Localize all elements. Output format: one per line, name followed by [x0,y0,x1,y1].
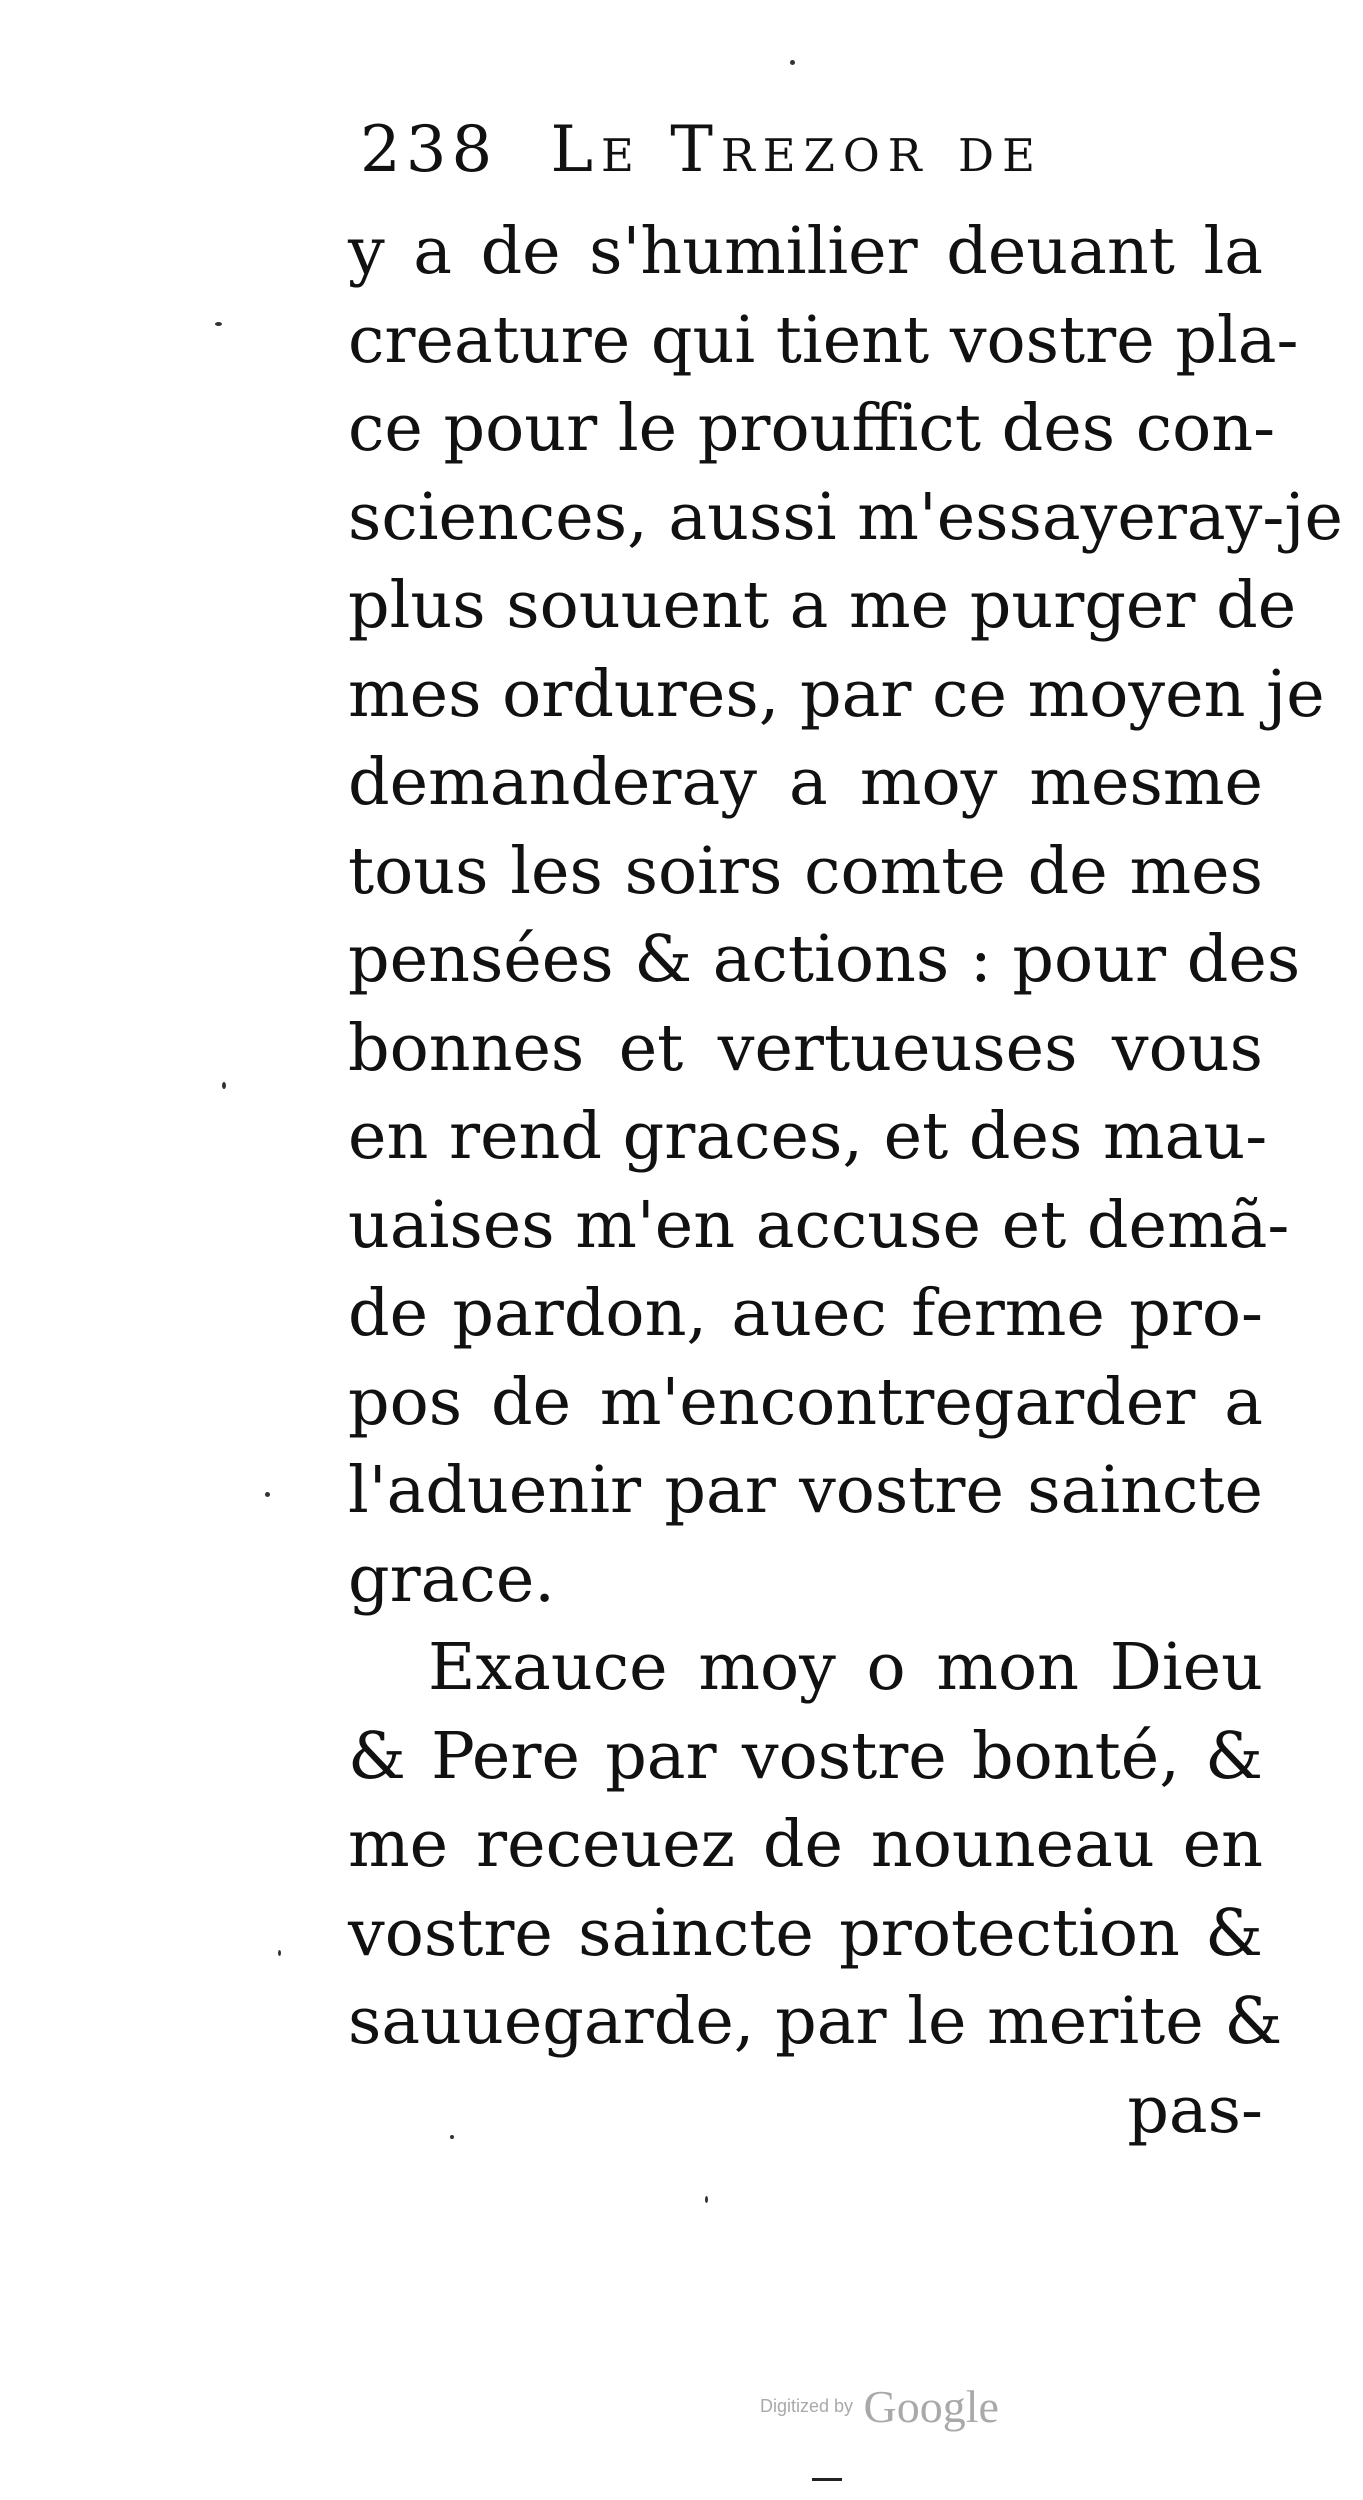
text-line: demanderay a moy mesme [348,745,1263,820]
scan-speck [222,1082,226,1089]
text-line: grace. [348,1541,555,1617]
scan-speck [215,322,222,326]
scan-speck [265,1492,270,1497]
text-line: Exauce moy o mon Dieu [428,1630,1263,1705]
text-line: plus souuent a me purger de [348,568,1297,643]
text-line: mes ordures, par ce moyen je [348,656,1325,732]
scan-speck [790,60,795,65]
google-wordmark: Google [863,2381,999,2432]
text-line: pensées & actions : pour des [348,922,1301,997]
text-line: bonnes et vertueuses vous [348,1010,1263,1086]
text-line: vostre saincte protection & [348,1895,1263,1971]
scan-speck [450,2135,454,2139]
digitized-watermark [760,2380,1080,2440]
text-line: me receuez de nouneau en [348,1807,1263,1882]
text-line: en rend graces, et des mau- [348,1099,1268,1174]
bottom-mark [812,2478,842,2481]
page-number: 238 [360,113,498,187]
body-text [348,208,1343,2155]
text-line: y a de s'humilier deuant la [348,214,1263,289]
text-line: & Pere par vostre bonté, & [348,1718,1263,1794]
scan-speck [278,1950,281,1956]
text-line: creature qui tient vostre pla- [348,302,1299,378]
text-line: sciences, aussi m'essayeray-je [348,479,1343,555]
text-line: pos de m'encontregarder a [348,1364,1263,1440]
catchword: pas- [1127,2072,1263,2148]
text-line: uaises m'en accuse et demã- [348,1187,1290,1263]
text-line: de pardon, auec ferme pro- [348,1276,1263,1351]
digitized-by-text: Digitized by [760,2396,854,2416]
text-line: sauuegarde, par le merite & [348,1984,1283,2059]
running-header [360,110,1260,190]
text-line: tous les soirs comte de mes [348,833,1263,909]
scan-speck [705,2196,708,2203]
running-title: Le Trezor de [550,113,1043,187]
text-line: ce pour le prouffict des con- [348,391,1276,466]
text-line: l'aduenir par vostre saincte [348,1453,1263,1528]
